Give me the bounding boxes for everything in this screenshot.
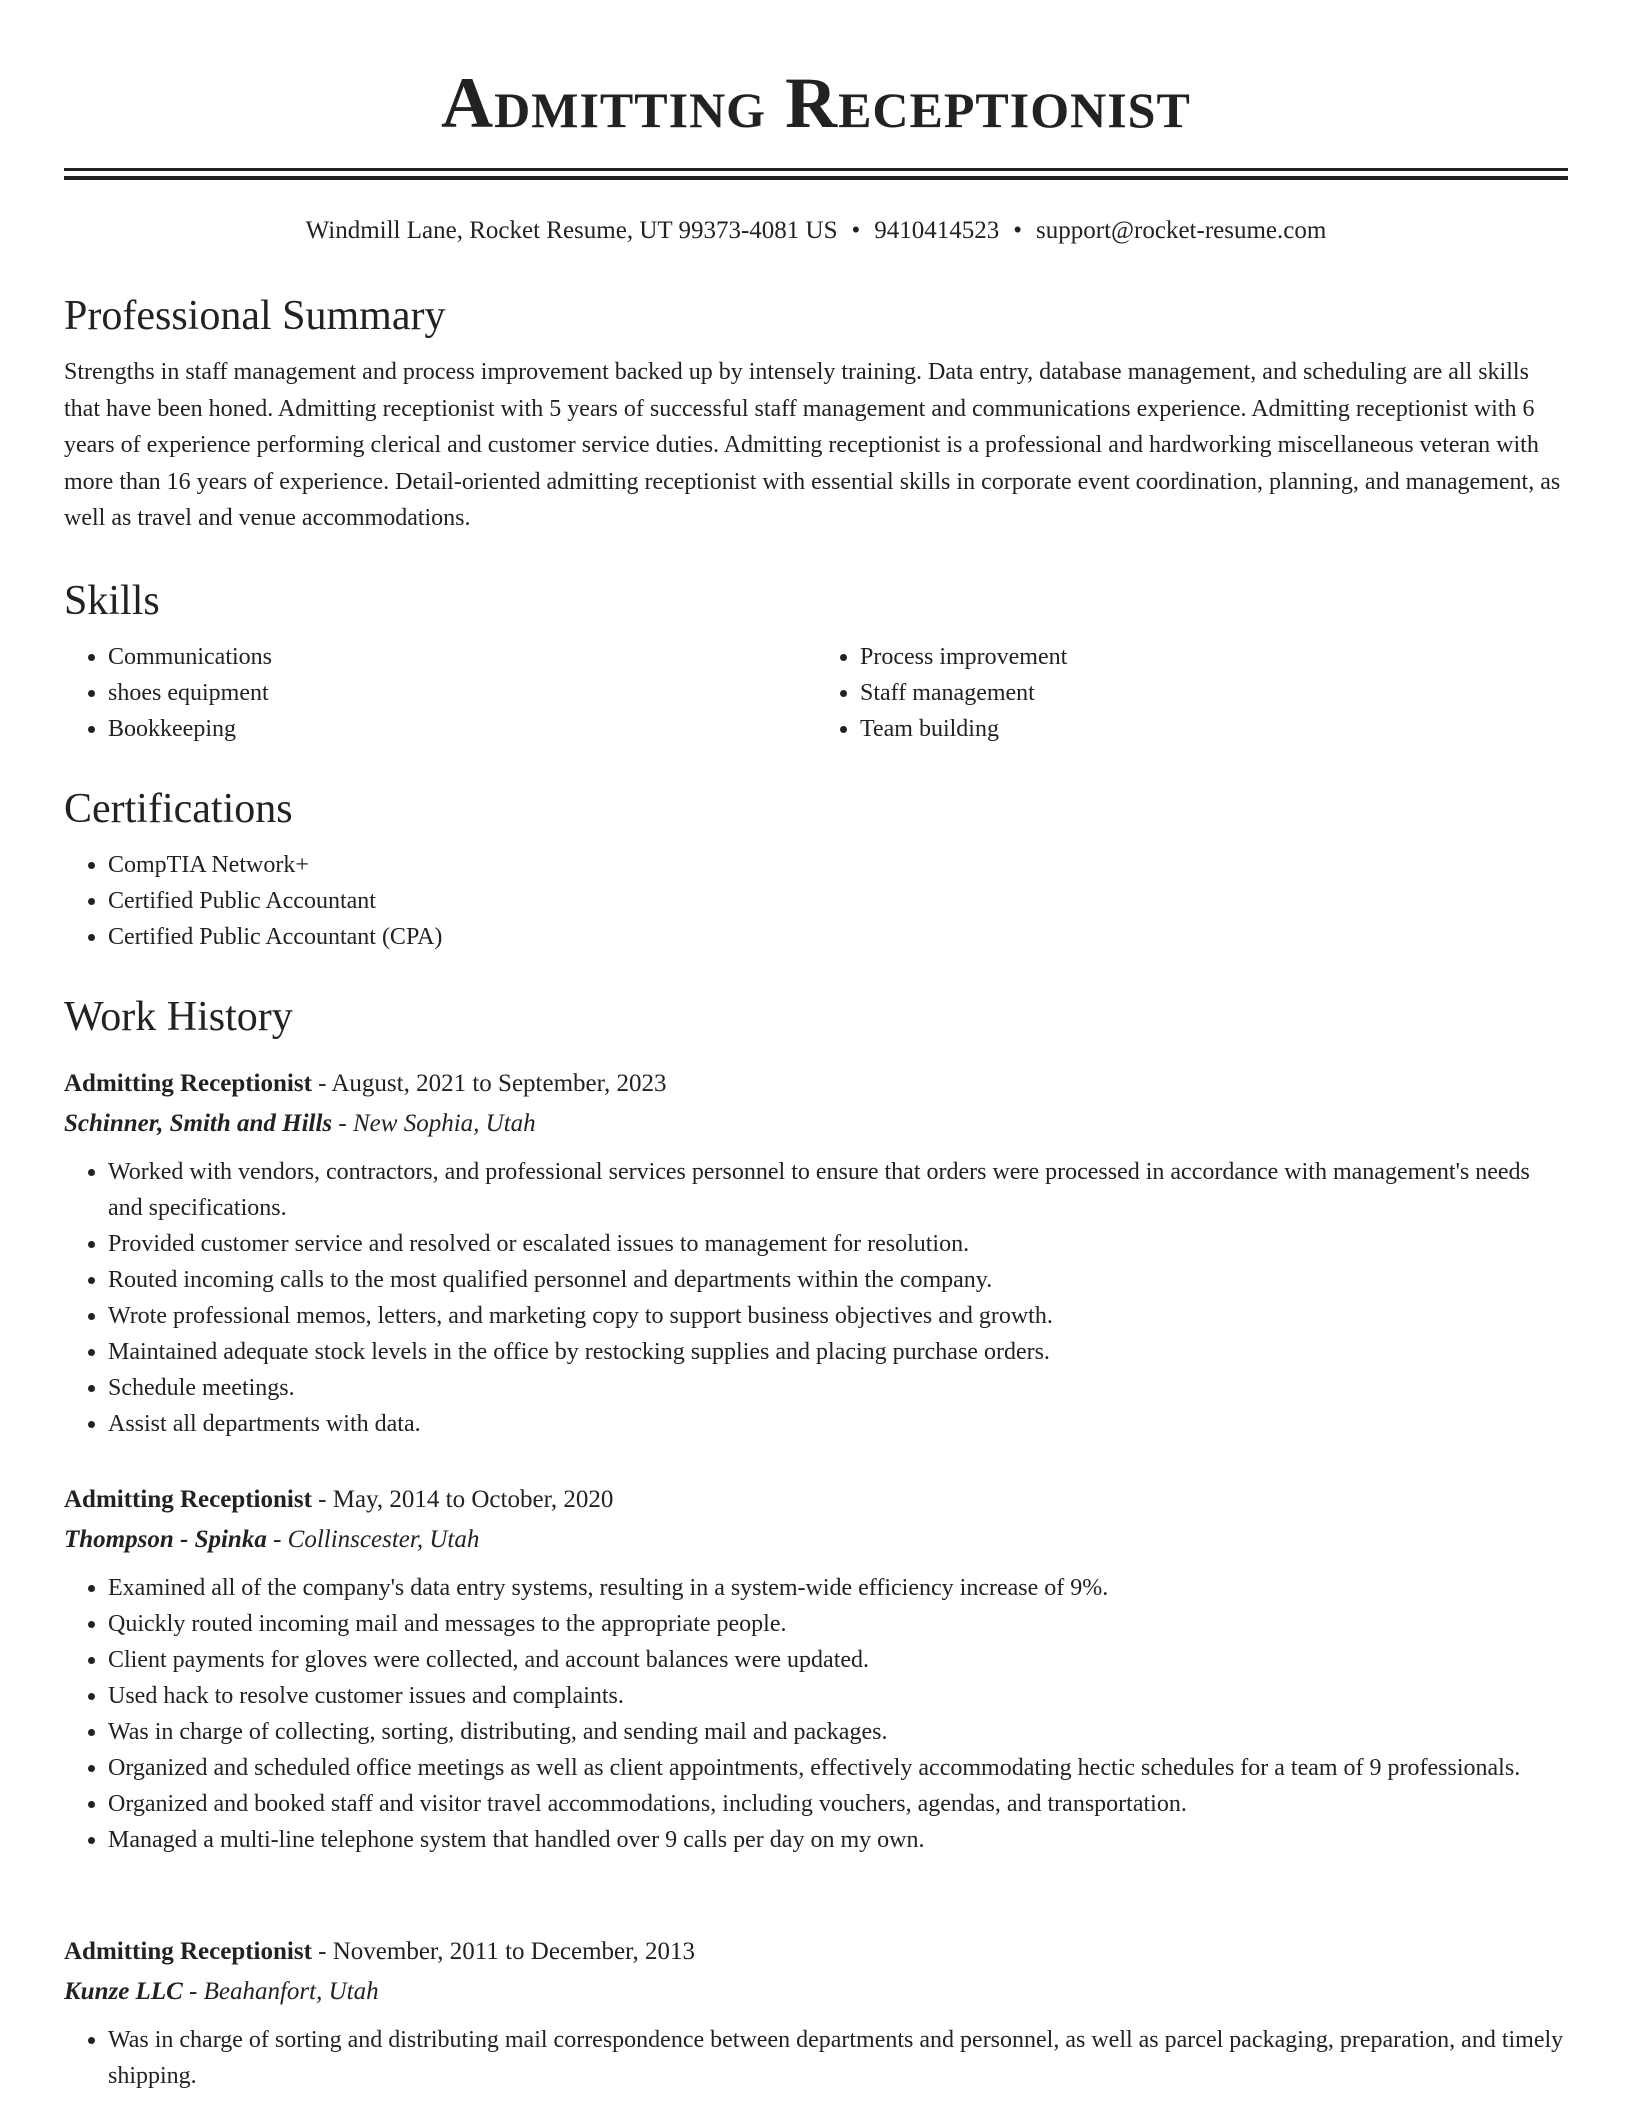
job-entry [64, 1064, 1568, 1442]
certifications-heading: Certifications [64, 786, 293, 832]
header-divider-thin [64, 168, 1568, 171]
job-duties-list [64, 1570, 1568, 1858]
job-duty-item: • Client payments for gloves were collected, and account balances were updated. [108, 1642, 1568, 1678]
job-dates: May, 2014 to October, 2020 [332, 1486, 614, 1513]
summary-heading: Professional Summary [64, 293, 446, 339]
contact-address: Windmill Lane, Rocket Resume, UT 99373-4081 US [305, 217, 838, 244]
job-duty-item: • Maintained adequate stock levels in the office by restocking supplies and placing purchase orders. [108, 1334, 1568, 1370]
job-company: Kunze LLC [64, 1978, 183, 2005]
certifications-section [64, 783, 1568, 955]
job-dates: November, 2011 to December, 2013 [332, 1938, 695, 1965]
skill-item: • Staff management [860, 675, 1568, 711]
contact-separator: • [851, 217, 861, 244]
job-duties-list [64, 2022, 1568, 2094]
job-duty-item: • Organized and booked staff and visitor travel accommodations, including vouchers, agendas, and transportation. [108, 1786, 1568, 1822]
skills-heading: Skills [64, 578, 160, 624]
job-duties-list [64, 1154, 1568, 1442]
job-duty-item: • Examined all of the company's data entry systems, resulting in a system-wide efficiency increase of 9%. [108, 1570, 1568, 1606]
job-title: Admitting Receptionist [64, 1938, 312, 1965]
job-location: Collinscester, Utah [287, 1526, 480, 1553]
job-entry [64, 1480, 1568, 1858]
job-duty-item: • Schedule meetings. [108, 1370, 1568, 1406]
job-duty-item: • Organized and scheduled office meetings as well as client appointments, effectively accommodating hectic schedules for a team of 9 professionals. [108, 1750, 1568, 1786]
job-duty-item: • Routed incoming calls to the most qualified personnel and departments within the company. [108, 1262, 1568, 1298]
resume-title: Admitting Receptionist [441, 63, 1191, 143]
contact-separator: • [1013, 217, 1023, 244]
skill-item: • Team building [860, 711, 1568, 747]
work-history-section [64, 991, 1568, 1043]
certification-item: • CompTIA Network+ [108, 847, 1568, 883]
summary-text: Strengths in staff management and process improvement backed up by intensely training. Data entry, database management, and scheduling are all skills that have been honed. Admitting receptionist with 5 years of successful staff management and communications experience. Admitting receptionist with 6 years of experience performing clerical and customer service duties. Admitting receptionist is a professional and hardworking miscellaneous veteran with more than 16 years of experience. Detail-oriented admitting receptionist with essential skills in corporate event coordination, planning, and management, as well as travel and venue accommodations. [64, 359, 1561, 531]
job-title-line: Admitting Receptionist - May, 2014 to October, 2020 [64, 1486, 614, 1513]
skills-list-right [816, 639, 1568, 747]
skills-columns [64, 639, 1568, 747]
skill-item: • shoes equipment [108, 675, 816, 711]
certification-item: • Certified Public Accountant [108, 883, 1568, 919]
resume-page [64, 0, 1568, 2089]
job-duty-item: • Quickly routed incoming mail and messages to the appropriate people. [108, 1606, 1568, 1642]
job-title-line: Admitting Receptionist - November, 2011 to December, 2013 [64, 1938, 695, 1965]
job-company-line: Schinner, Smith and Hills - New Sophia, Utah [64, 1110, 536, 1137]
job-duty-item: • Was in charge of collecting, sorting, distributing, and sending mail and packages. [108, 1714, 1568, 1750]
job-duty-item: • Provided customer service and resolved or escalated issues to management for resolution. [108, 1226, 1568, 1262]
skill-item: • Process improvement [860, 639, 1568, 675]
job-duty-item: • Managed a multi-line telephone system that handled over 9 calls per day on my own. [108, 1822, 1568, 1858]
contact-email: support@rocket-resume.com [1036, 217, 1327, 244]
job-duty-item: • Assist all departments with data. [108, 1406, 1568, 1442]
job-location: Beahanfort, Utah [203, 1978, 379, 2005]
job-title-line: Admitting Receptionist - August, 2021 to September, 2023 [64, 1070, 667, 1097]
work-history-heading: Work History [64, 994, 293, 1040]
job-duty-item: • Used hack to resolve customer issues and complaints. [108, 1678, 1568, 1714]
contact-line [64, 214, 1568, 248]
contact-phone: 9410414523 [874, 217, 1000, 244]
skill-item: • Communications [108, 639, 816, 675]
job-duty-item: • Was in charge of sorting and distributing mail correspondence between departments and personnel, as well as parcel packaging, preparation, and timely shipping. [108, 2022, 1568, 2094]
certifications-list [64, 847, 1568, 955]
job-entry [64, 1932, 1568, 2094]
skills-list-left [64, 639, 816, 747]
job-company-line: Kunze LLC - Beahanfort, Utah [64, 1978, 379, 2005]
job-company: Thompson - Spinka [64, 1526, 267, 1553]
skills-section [64, 575, 1568, 747]
job-dates: August, 2021 to September, 2023 [331, 1070, 667, 1097]
job-location: New Sophia, Utah [353, 1110, 536, 1137]
job-duty-item: • Worked with vendors, contractors, and professional services personnel to ensure that orders were processed in accordance with management's needs and specifications. [108, 1154, 1568, 1226]
skill-item: • Bookkeeping [108, 711, 816, 747]
job-company-line: Thompson - Spinka - Collinscester, Utah [64, 1526, 480, 1553]
certification-item: • Certified Public Accountant (CPA) [108, 919, 1568, 955]
header-divider-thick [64, 176, 1568, 180]
job-title: Admitting Receptionist [64, 1070, 312, 1097]
job-company: Schinner, Smith and Hills [64, 1110, 333, 1137]
job-title: Admitting Receptionist [64, 1486, 312, 1513]
job-duty-item: • Wrote professional memos, letters, and marketing copy to support business objectives and growth. [108, 1298, 1568, 1334]
summary-section [64, 290, 1568, 537]
